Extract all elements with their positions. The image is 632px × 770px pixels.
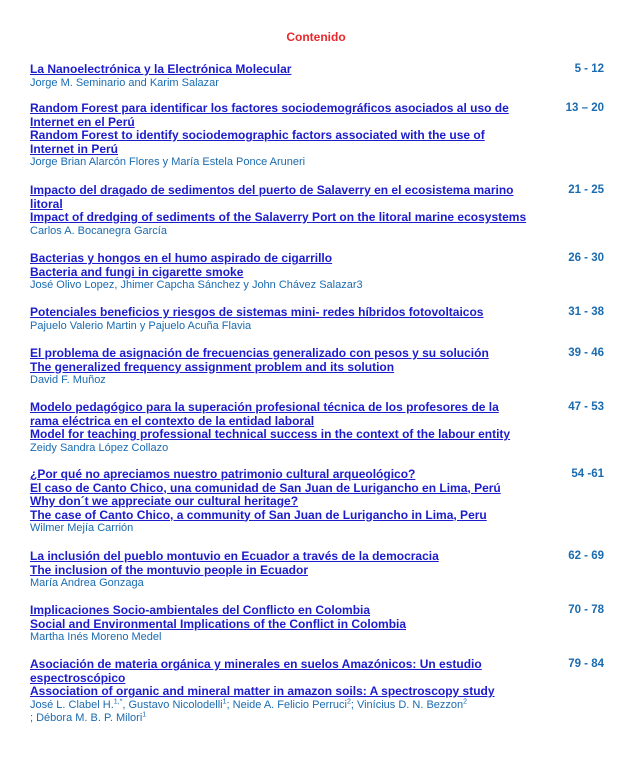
toc-title[interactable]: ¿Por qué no apreciamos nuestro patrimonio cultural arqueológico?	[30, 467, 416, 481]
toc-pages: 47 - 53	[568, 401, 604, 413]
author-name: ; Vinícius D. N. Bezzon	[350, 698, 464, 711]
toc-title[interactable]: Bacterias y hongos en el humo aspirado de cigarrillo	[30, 251, 333, 265]
author-name: ; Neide A. Felicio Perruci	[226, 698, 347, 711]
toc-authors: María Andrea Gonzaga	[30, 577, 144, 589]
toc-title-en[interactable]: Random Forest to identify sociodemographic factors associated with the use of Internet in Perú	[30, 128, 485, 156]
toc-pages: 70 - 78	[568, 604, 604, 616]
author-affiliation: 1	[142, 711, 147, 719]
toc-authors: Carlos A. Bocanegra García	[30, 224, 167, 237]
toc-authors: Wilmer Mejía Carrión	[30, 522, 134, 534]
toc-authors: José Olivo Lopez, Jhimer Capcha Sánchez y John Chávez Salazar3	[30, 279, 363, 291]
toc-pages: 26 - 30	[568, 252, 604, 264]
toc-authors	[30, 699, 604, 726]
toc-entry	[30, 347, 604, 388]
toc-entry	[30, 468, 604, 536]
toc-title[interactable]: Modelo pedagógico para la superación profesional técnica de los profesores de la rama eléctrica en el contexto de la entidad laboral	[30, 400, 499, 428]
toc-title-en[interactable]: Why don´t we appreciate our cultural heritage?	[30, 494, 299, 508]
toc-pages: 39 - 46	[568, 347, 604, 359]
author-name: José L. Clabel H.	[30, 698, 114, 711]
toc-title-en[interactable]: Bacteria and fungi in cigarette smoke	[30, 264, 244, 279]
author-name: , Gustavo Nicolodelli	[122, 698, 223, 711]
toc-entry	[30, 63, 604, 90]
toc-authors: Jorge M. Seminario and Karim Salazar	[30, 76, 219, 89]
toc-title[interactable]: Potenciales beneficios y riesgos de sistemas mini- redes híbridos fotovoltaicos	[30, 305, 484, 319]
toc-title[interactable]: La inclusión del pueblo montuvio en Ecuador a través de la democracia	[30, 549, 439, 563]
toc-authors: Jorge Brian Alarcón Flores y María Estela Ponce Aruneri	[30, 156, 306, 168]
toc-subtitle[interactable]: El caso de Canto Chico, una comunidad de San Juan de Lurigancho en Lima, Perú	[30, 480, 501, 495]
toc-title-en[interactable]: Social and Environmental Implications of the Conflict in Colombia	[30, 616, 407, 631]
toc-entry	[30, 102, 604, 170]
toc-title[interactable]: Asociación de materia orgánica y minerales en suelos Amazónicos: Un estudio espectroscópico	[30, 657, 482, 685]
toc-authors: David F. Muñoz	[30, 374, 106, 386]
author-name: ; Débora M. B. P. Milori	[30, 712, 143, 724]
toc-pages: 54 -61	[571, 468, 604, 480]
toc-title-en[interactable]: The inclusion of the montuvio people in Ecuador	[30, 562, 309, 577]
toc-entry	[30, 184, 604, 238]
toc-title-en[interactable]: The generalized frequency assignment problem and its solution	[30, 359, 395, 374]
toc-pages: 31 - 38	[568, 306, 604, 318]
toc-title-en[interactable]: Model for teaching professional technical success in the context of the labour entity	[30, 427, 511, 441]
toc-entry	[30, 306, 604, 333]
toc-entry	[30, 252, 604, 293]
toc-entry	[30, 658, 604, 726]
toc-entry	[30, 550, 604, 591]
toc-title-en[interactable]: Impact of dredging of sediments of the Salaverry Port on the litoral marine ecosystems	[30, 210, 527, 224]
toc-pages: 79 - 84	[568, 658, 604, 670]
toc-title[interactable]: Implicaciones Socio-ambientales del Conflicto en Colombia	[30, 603, 371, 617]
toc-title-en[interactable]: Association of organic and mineral matter in amazon soils: A spectroscopy study	[30, 684, 495, 698]
toc-pages: 21 - 25	[568, 184, 604, 196]
toc-title[interactable]: El problema de asignación de frecuencias generalizado con pesos y su solución	[30, 346, 489, 360]
toc-subtitle-en[interactable]: The case of Canto Chico, a community of San Juan de Lurigancho in Lima, Peru	[30, 507, 487, 522]
toc-entry	[30, 401, 604, 455]
toc-authors: Zeidy Sandra López Collazo	[30, 441, 169, 454]
toc-entry	[30, 604, 604, 645]
author-affiliation: 2	[463, 697, 468, 705]
author-affiliation: 1	[222, 697, 227, 705]
author-affiliation: 1,*	[113, 697, 123, 705]
toc-title[interactable]: Impacto del dragado de sedimentos del puerto de Salaverry en el ecosistema marino litoral	[30, 183, 514, 211]
toc-title[interactable]: Random Forest para identificar los factores sociodemográficos asociados al uso de Internet en el Perú	[30, 101, 509, 129]
toc-title[interactable]: La Nanoelectrónica y la Electrónica Molecular	[30, 62, 292, 76]
toc-authors: Martha Inés Moreno Medel	[30, 631, 162, 643]
toc-authors: Pajuelo Valerio Martin y Pajuelo Acuña Flavia	[30, 319, 252, 332]
author-affiliation: 2	[346, 697, 351, 705]
toc-pages: 62 - 69	[568, 550, 604, 562]
contents-heading: Contenido	[286, 30, 346, 44]
toc-pages: 13 – 20	[565, 102, 604, 114]
toc-pages: 5 - 12	[574, 63, 604, 75]
